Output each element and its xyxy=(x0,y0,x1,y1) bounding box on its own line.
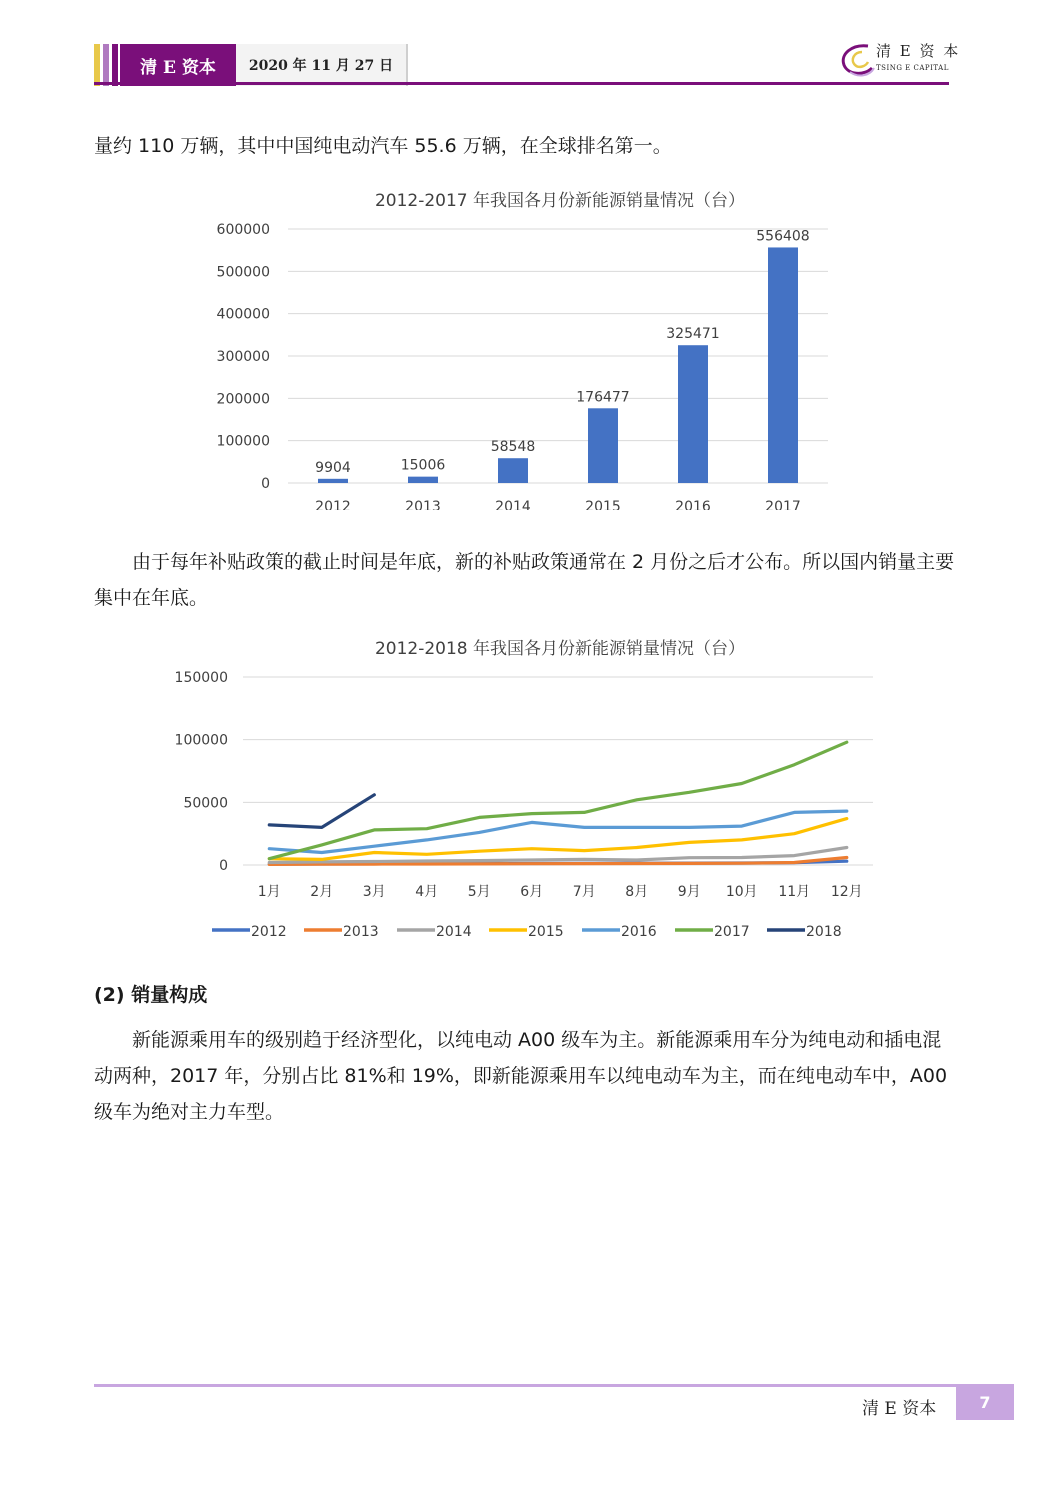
x-tick-label: 12月 xyxy=(830,884,863,900)
x-tick-label: 9月 xyxy=(677,884,701,900)
bar xyxy=(408,477,438,483)
logo-text-en: TSING E CAPITAL xyxy=(876,64,949,72)
x-tick-label: 8月 xyxy=(625,884,649,900)
y-tick-label: 150000 xyxy=(174,670,228,686)
header-date: 2020 年 11 月 27 日 xyxy=(236,44,408,86)
y-tick-label: 50000 xyxy=(183,795,228,812)
logo-text-cn: 清 E 资 本 xyxy=(876,42,961,60)
data-label: 9904 xyxy=(315,459,351,476)
header-decor-bars xyxy=(94,44,118,86)
bar xyxy=(498,458,528,483)
y-tick-label: 500000 xyxy=(216,264,270,281)
paragraph-2: 由于每年补贴政策的截止时间是年底，新的补贴政策通常在 2 月份之后才公布。所以国内销量主要集中在年底。 xyxy=(94,551,955,609)
bar xyxy=(588,408,618,483)
x-tick-label: 7月 xyxy=(572,884,596,900)
page-number: 7 xyxy=(956,1384,1014,1420)
data-label: 556408 xyxy=(756,228,810,245)
x-tick-label: 11月 xyxy=(778,884,811,900)
legend-label: 2015 xyxy=(528,924,564,940)
footer-divider xyxy=(94,1384,956,1387)
footer-brand: 清 E 资本 xyxy=(862,1399,937,1419)
header-brand: 清 E 资本 xyxy=(120,44,236,86)
y-tick-label: 100000 xyxy=(216,433,270,450)
data-label: 58548 xyxy=(490,439,536,456)
x-tick-label: 10月 xyxy=(725,884,758,900)
x-tick-label: 2月 xyxy=(310,884,334,900)
x-tick-label: 2013 xyxy=(405,499,441,510)
bar xyxy=(768,247,798,483)
paragraph-1: 量约 110 万辆，其中中国纯电动汽车 55.6 万辆，在全球排名第一。 xyxy=(94,135,672,157)
x-tick-label: 2017 xyxy=(765,499,801,510)
paragraph-3: 新能源乘用车的级别趋于经济型化，以纯电动 A00 级车为主。新能源乘用车分为纯电动和插电混动两种，2017 年，分别占比 81%和 19%，即新能源乘用车以纯电动车为主，而在纯电动车中，A00 级车为绝对主力车型。 xyxy=(94,1029,948,1123)
x-tick-label: 2015 xyxy=(585,499,621,510)
x-tick-label: 3月 xyxy=(362,884,386,900)
y-tick-label: 100000 xyxy=(174,732,228,749)
series-line-2016 xyxy=(269,811,847,852)
bar xyxy=(678,345,708,483)
legend-label: 2013 xyxy=(343,924,379,940)
x-tick-label: 1月 xyxy=(257,884,281,900)
header-divider xyxy=(94,82,949,85)
y-tick-label: 300000 xyxy=(216,349,270,365)
data-label: 176477 xyxy=(576,389,630,406)
x-tick-label: 2016 xyxy=(675,499,711,510)
legend-label: 2016 xyxy=(621,924,657,940)
data-label: 15006 xyxy=(400,457,446,474)
x-tick-label: 5月 xyxy=(467,884,491,900)
legend-label: 2012 xyxy=(251,924,287,940)
legend-label: 2014 xyxy=(436,924,472,940)
y-tick-label: 600000 xyxy=(216,222,270,238)
section-heading: (2) 销量构成 xyxy=(94,984,208,1006)
data-label: 325471 xyxy=(666,326,720,343)
y-tick-label: 0 xyxy=(261,476,270,492)
y-tick-label: 200000 xyxy=(216,391,270,408)
bar-chart xyxy=(0,210,1051,510)
x-tick-label: 6月 xyxy=(520,884,544,900)
legend-label: 2018 xyxy=(806,924,842,940)
y-tick-label: 400000 xyxy=(216,306,270,323)
x-tick-label: 2014 xyxy=(495,499,531,510)
x-tick-label: 2012 xyxy=(315,499,351,510)
line-chart xyxy=(0,660,1051,960)
bar-chart-title: 2012-2017 年我国各月份新能源销量情况（台） xyxy=(374,191,746,211)
series-line-2017 xyxy=(269,742,847,859)
x-tick-label: 4月 xyxy=(415,884,439,900)
series-line-2018 xyxy=(269,795,374,828)
y-tick-label: 0 xyxy=(219,858,228,874)
legend-label: 2017 xyxy=(714,924,750,940)
bar xyxy=(318,479,348,483)
line-chart-title: 2012-2018 年我国各月份新能源销量情况（台） xyxy=(374,639,746,659)
